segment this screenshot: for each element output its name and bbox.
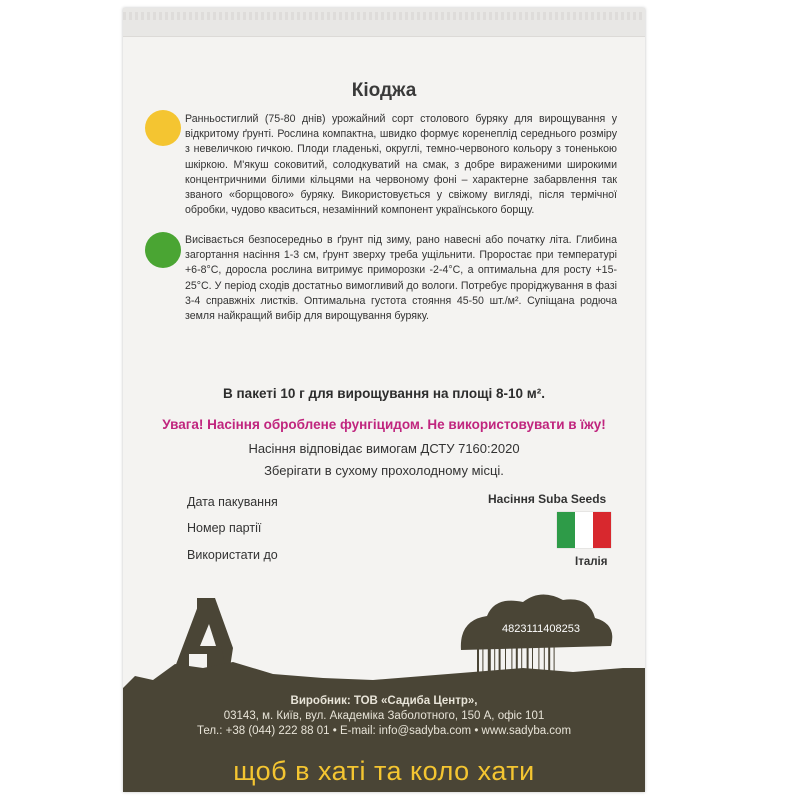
manufacturer-address: 03143, м. Київ, вул. Академіка Заболотного, 150 А, офіс 101 bbox=[223, 710, 545, 722]
origin-country: Італія bbox=[575, 556, 608, 568]
manufacturer-name: Виробник: ТОВ «Садиба Центр», bbox=[290, 695, 478, 707]
italy-flag-icon bbox=[557, 512, 611, 548]
brand-slogan: щоб в хаті та коло хати bbox=[233, 756, 535, 786]
flag-stripe-red bbox=[593, 512, 611, 548]
yellow-circle-icon bbox=[145, 110, 181, 146]
storage-instructions: Зберігати в сухому прохолодному місці. bbox=[264, 463, 504, 478]
fungicide-warning: Увага! Насіння оброблене фунгіцидом. Не використовувати в їжу! bbox=[162, 417, 606, 432]
seal-zigzag bbox=[123, 12, 645, 20]
barcode-number: 4823111408253 bbox=[502, 623, 580, 635]
sowing-instructions: Висівається безпосередньо в ґрунт під зиму, рано навесні або початку літа. Глибина загортання насіння 1-3 см, ґрунт зверху треба ущільнити. Проростає при температурі +6-8°С, доросла рослина витримує приморозки -2-4°С, а оптимальна для росту +15-25°С. У період сходів достатньо вимогливий до вологи. Потребує проріджування в фазі 3-4 справжніх листків. Оптимальна густота стояння 45-50 шт./м². Супіщана родюча земля найкращий вибір для вирощування буряку. bbox=[185, 234, 617, 323]
manufacturer-contacts: Тел.: +38 (044) 222 88 01 • E-mail: info@sadyba.com • www.sadyba.com bbox=[196, 725, 572, 737]
variety-description: Ранньостиглий (75-80 днів) урожайний сорт столового буряку для вирощування у відкритому ґрунті. Рослина компактна, швидко формує коренеплід середнього розміру з невеличкою гичкою. Плоди гладенькі, округлі, темно-червоного кольору з тоненькою шкіркою. М'якуш соковитий, солодкуватий на смак, з добре вираженими широкими концентричними білими кільцями на червоному фоні – характерне забарвлення так званого «борщового» буряку. Використовується у свіжому вигляді, після термічної обробки, чудово кваситься, незамінний компонент українського борщу. bbox=[185, 113, 617, 217]
product-title: Кіоджа bbox=[351, 80, 417, 101]
use-by-label: Використати до bbox=[187, 548, 278, 562]
tree-icon bbox=[461, 594, 612, 682]
packet-seal bbox=[123, 8, 645, 37]
pack-weight-info: В пакеті 10 г для вирощування на площі 8-10 м². bbox=[223, 386, 545, 401]
manufacturer-info bbox=[123, 694, 645, 739]
green-circle-icon bbox=[145, 232, 181, 268]
flag-stripe-green bbox=[557, 512, 575, 548]
packing-date-label: Дата пакування bbox=[187, 495, 278, 509]
seed-brand: Насіння Suba Seeds bbox=[488, 492, 607, 506]
flag-stripe-white bbox=[575, 512, 593, 548]
batch-number-label: Номер партії bbox=[187, 521, 262, 535]
seed-packet bbox=[123, 8, 645, 792]
standard-compliance: Насіння відповідає вимогам ДСТУ 7160:2020 bbox=[248, 441, 520, 456]
